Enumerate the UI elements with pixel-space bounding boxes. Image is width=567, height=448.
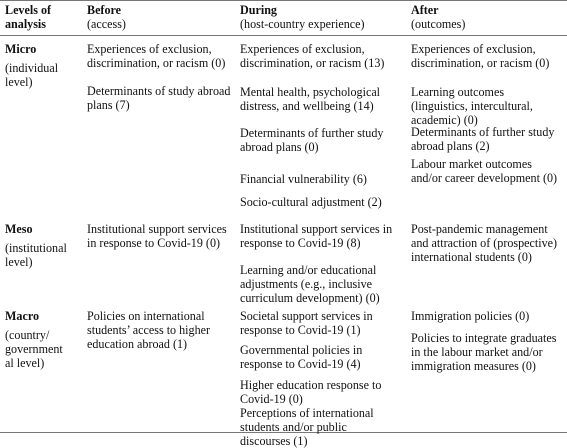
micro-during-item-4: Financial vulnerability (6): [240, 172, 367, 186]
meso-level-sub: (institutional level): [5, 241, 67, 269]
macro-before-item-1: Policies on international students’ access to higher education abroad (1): [87, 309, 211, 351]
header-during-sub: (host-country experience): [240, 17, 365, 31]
micro-before-item-2: Determinants of study abroad plans (7): [87, 84, 231, 112]
meso-level-label: Meso: [5, 222, 33, 236]
header-levels-line1: Levels of: [5, 3, 52, 17]
micro-after-item-3: Determinants of further study abroad plans (2): [411, 125, 555, 153]
header-levels: [5, 3, 75, 31]
micro-after-item-1: Experiences of exclusion, discrimination, or racism (0): [411, 42, 550, 70]
micro-during-item-3: Determinants of further study abroad plans (0): [240, 126, 384, 154]
micro-before-item-1: Experiences of exclusion, discrimination, or racism (0): [87, 42, 226, 70]
meso-during-item-2: Learning and/or educational adjustments (e.g., inclusive curriculum development) (0): [240, 263, 380, 305]
micro-during-item-2: Mental health, psychological distress, and wellbeing (14): [240, 85, 381, 113]
micro-during-item-1: Experiences of exclusion, discrimination, or racism (13): [240, 42, 385, 70]
meso-after-item-1: Post-pandemic management and attraction of (prospective) international students (0): [411, 222, 558, 264]
micro-during-item-5: Socio-cultural adjustment (2): [240, 195, 382, 209]
header-levels-line2: analysis: [5, 17, 46, 31]
macro-after-item-2: Policies to integrate graduates in the labour market and/or immigration measures (0): [411, 331, 557, 373]
header-before-sub: (access): [87, 17, 126, 31]
micro-after-item-4: Labour market outcomes and/or career development (0): [411, 157, 558, 185]
header-before-title: Before: [87, 3, 122, 17]
micro-level-label: Micro: [5, 42, 37, 56]
header-after: [411, 3, 561, 31]
micro-level-cell: [5, 42, 75, 89]
header-during: [240, 3, 400, 31]
header-during-title: During: [240, 3, 277, 17]
macro-during-item-3: Higher education response to Covid-19 (0): [240, 378, 382, 406]
meso-during-item-1: Institutional support services in response to Covid-19 (8): [240, 222, 393, 250]
macro-during-item-4: Perceptions of international students and/or public discourses (1): [240, 406, 374, 448]
micro-level-sub: (individual level): [5, 61, 59, 89]
micro-after-item-2: Learning outcomes (linguistics, intercultural, academic) (0): [411, 85, 533, 127]
macro-level-sub: (country/ government al level): [5, 328, 63, 370]
table-header-rule: [0, 35, 567, 36]
macro-during-item-2: Governmental policies in response to Covid-19 (4): [240, 343, 363, 371]
macro-during-item-1: Societal support services in response to Covid-19 (1): [240, 309, 373, 337]
macro-level-label: Macro: [5, 309, 40, 323]
meso-before-item-1: Institutional support services in response to Covid-19 (0): [87, 222, 227, 250]
meso-level-cell: [5, 222, 75, 269]
header-before: [87, 3, 237, 31]
macro-after-item-1: Immigration policies (0): [411, 309, 530, 323]
macro-level-cell: [5, 309, 75, 370]
table-top-rule: [0, 0, 567, 1]
header-after-title: After: [411, 3, 439, 17]
header-after-sub: (outcomes): [411, 17, 466, 31]
